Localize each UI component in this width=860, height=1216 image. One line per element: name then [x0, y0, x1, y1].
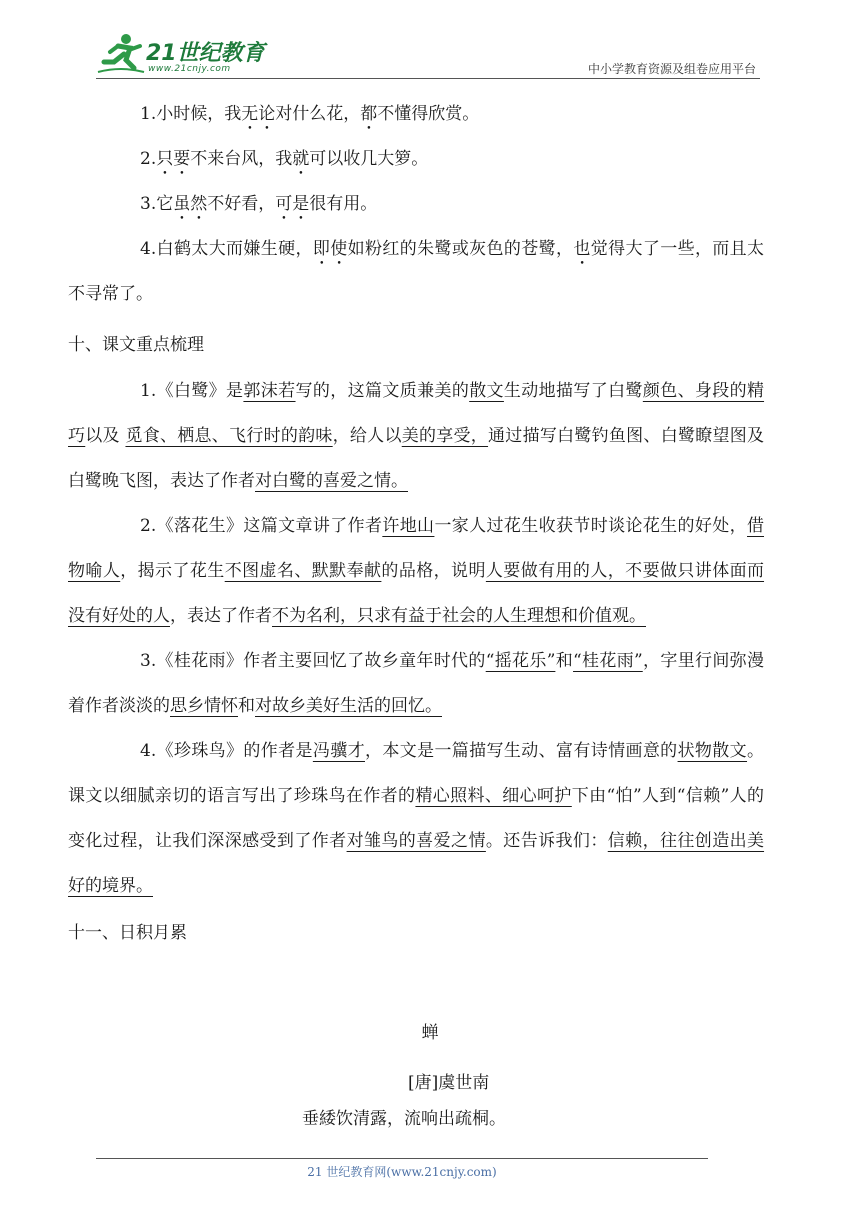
sentence-item: 3.它虽然不好看，可是很有用。 [140, 194, 378, 214]
page-header [96, 30, 760, 80]
section-title: 十一、日积月累 [68, 923, 187, 943]
document-body [68, 92, 765, 957]
header-divider [96, 78, 760, 79]
sentence-item: 2.只要不来台风，我就可以收几大箩。 [140, 149, 429, 169]
summary-paragraph: 1.《白鹭》是郭沫若写的，这篇文质兼美的散文生动地描写了白鹭颜色、身段的精巧以及 觅食、栖息、飞行时的韵味，给人以美的享受，通过描写白鹭钓鱼图、白鹭瞭望图及白鹭晚飞图，表达了作者对白鹭的喜爱之情。 [68, 381, 765, 491]
section-title: 十、课文重点梳理 [68, 335, 204, 355]
poem-line: 垂緌饮清露，流响出疏桐。 [302, 1109, 506, 1129]
sentence-item: 4.白鹤太大而嫌生硬，即使如粉红的朱鹭或灰色的苍鹭，也觉得大了一些，而且太不寻常了。 [68, 239, 765, 304]
footer-divider [96, 1158, 708, 1159]
page-footer: 21 世纪教育网(www.21cnjy.com) [307, 1165, 497, 1179]
summary-paragraph: 3.《桂花雨》作者主要回忆了故乡童年时代的“摇花乐”和“桂花雨”，字里行间弥漫着作者淡淡的思乡情怀和对故乡美好生活的回忆。 [68, 651, 765, 716]
poem-author: [唐]虞世南 [408, 1073, 490, 1093]
logo-text: 21世纪教育 [146, 41, 265, 66]
logo-url: www.21cnjy.com [148, 64, 231, 74]
sentence-item: 1.小时候，我无论对什么花，都不懂得欣赏。 [140, 104, 480, 124]
runner-logo-icon [96, 32, 146, 76]
poem-title: 蝉 [421, 1023, 439, 1043]
platform-name: 中小学教育资源及组卷应用平台 [587, 62, 756, 76]
summary-paragraph: 2.《落花生》这篇文章讲了作者许地山一家人过花生收获节时谈论花生的好处，借物喻人，揭示了花生不图虚名、默默奉献的品格，说明人要做有用的人，不要做只讲体面而没有好处的人，表达了作者不为名利，只求有益于社会的人生理想和价值观。 [68, 516, 765, 626]
summary-paragraph: 4.《珍珠鸟》的作者是冯骥才，本文是一篇描写生动、富有诗情画意的状物散文。课文以细腻亲切的语言写出了珍珠鸟在作者的精心照料、细心呵护下由“怕”人到“信赖”人的变化过程，让我们深深感受到了作者对雏鸟的喜爱之情。还告诉我们：信赖，往往创造出美好的境界。 [68, 741, 765, 896]
logo [96, 32, 266, 76]
